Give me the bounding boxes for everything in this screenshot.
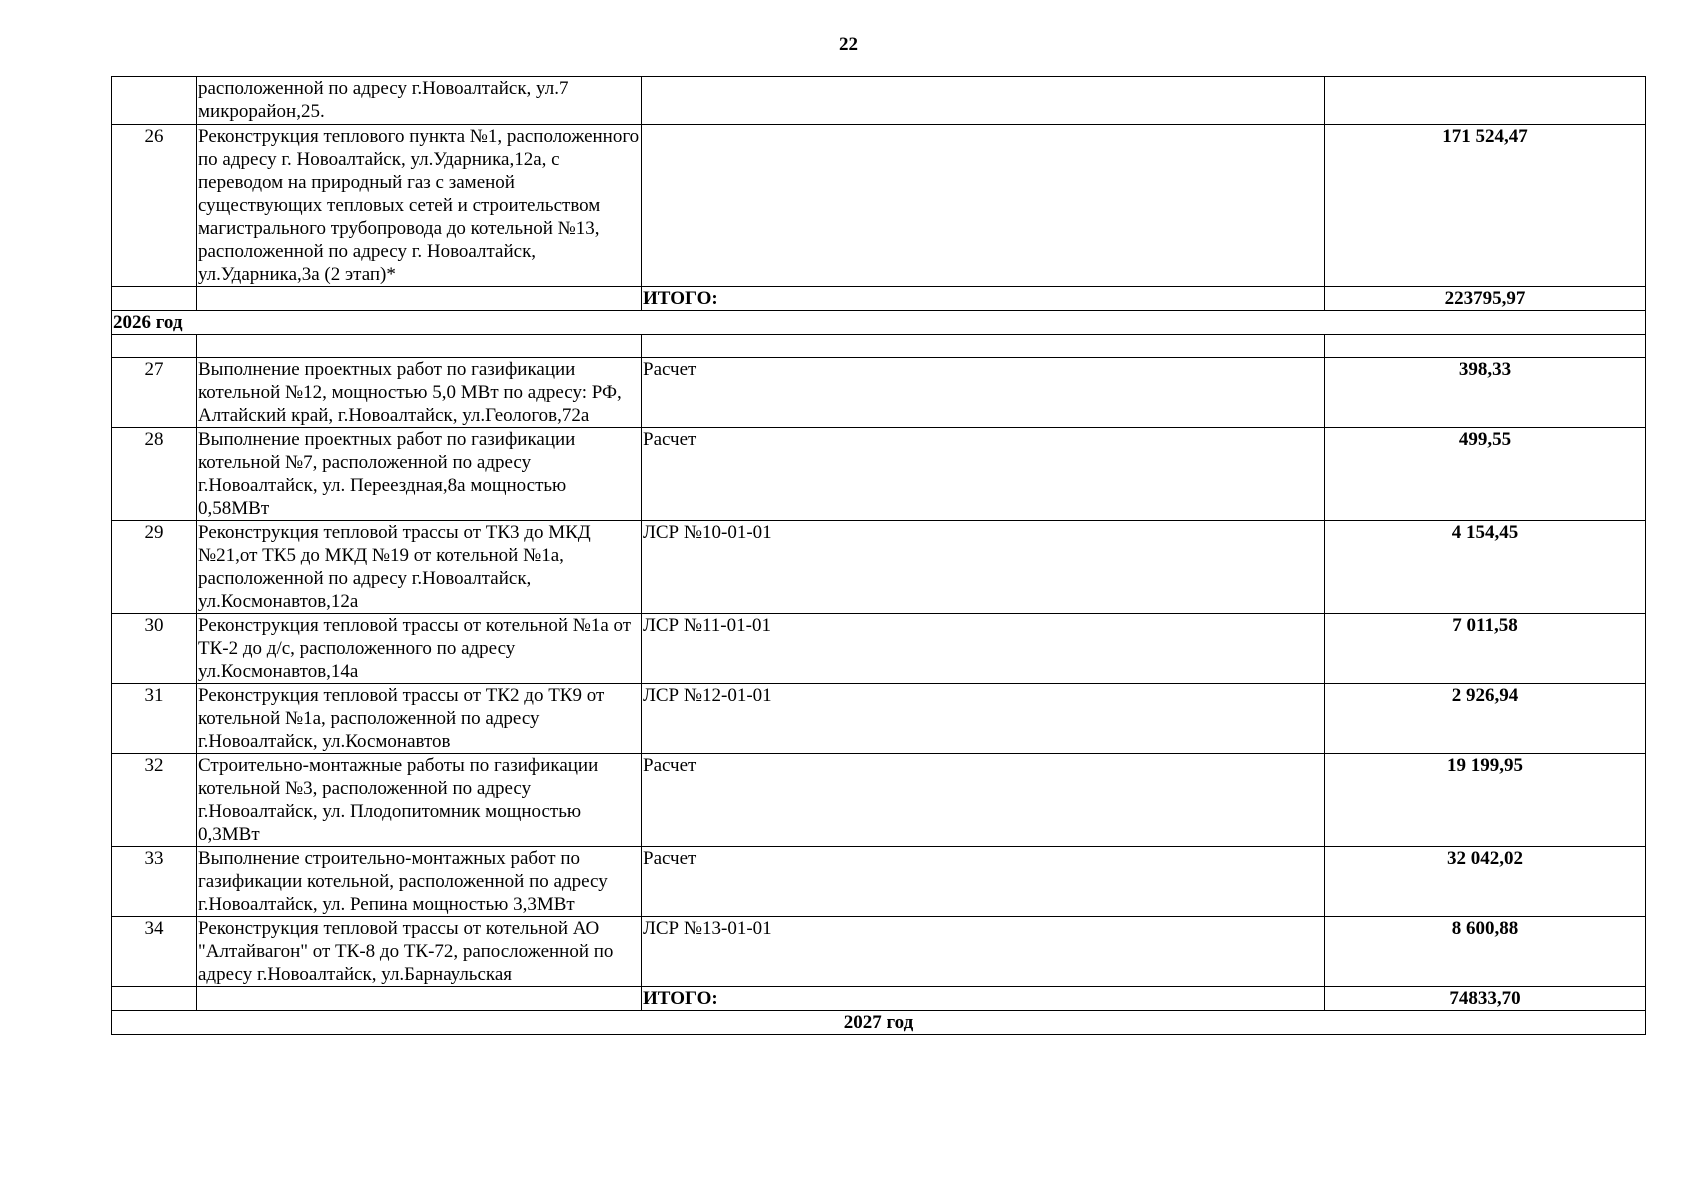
row-amount: 19 199,95: [1325, 754, 1646, 847]
row-basis: [642, 77, 1325, 125]
table-row: [112, 614, 1646, 684]
empty-cell: [197, 287, 642, 311]
row-name: Реконструкция тепловой трассы от ТК2 до ТК9 от котельной №1а, расположенной по адресу г.Новоалтайск, ул.Космонавтов: [197, 684, 642, 754]
page-number: 22: [839, 34, 858, 55]
row-basis: Расчет: [642, 847, 1325, 917]
total-row: [112, 987, 1646, 1011]
table-row: [112, 754, 1646, 847]
table-row: [112, 684, 1646, 754]
row-basis: ЛСР №12-01-01: [642, 684, 1325, 754]
total-amount: 74833,70: [1325, 987, 1646, 1011]
row-basis: Расчет: [642, 358, 1325, 428]
empty-cell: [112, 287, 197, 311]
table-row: [112, 125, 1646, 287]
row-number: 30: [112, 614, 197, 684]
total-label: ИТОГО:: [642, 987, 1325, 1011]
row-number: 31: [112, 684, 197, 754]
row-amount: 499,55: [1325, 428, 1646, 521]
row-basis: Расчет: [642, 428, 1325, 521]
empty-cell: [197, 335, 642, 358]
row-number: 33: [112, 847, 197, 917]
row-name: Выполнение строительно-монтажных работ по газификации котельной, расположенной по адресу г.Новоалтайск, ул. Репина мощностью 3,3МВт: [197, 847, 642, 917]
empty-cell: [112, 987, 197, 1011]
row-number: [112, 77, 197, 125]
row-amount: 398,33: [1325, 358, 1646, 428]
row-amount: 8 600,88: [1325, 917, 1646, 987]
year-label-2026: 2026 год: [112, 311, 1646, 335]
row-basis: [642, 125, 1325, 287]
row-basis: Расчет: [642, 754, 1325, 847]
table-row: [112, 847, 1646, 917]
row-amount: 7 011,58: [1325, 614, 1646, 684]
blank-row: [112, 335, 1646, 358]
table-row: [112, 521, 1646, 614]
row-number: 26: [112, 125, 197, 287]
row-number: 34: [112, 917, 197, 987]
row-basis: ЛСР №13-01-01: [642, 917, 1325, 987]
year-label-2027: 2027 год: [112, 1011, 1646, 1035]
empty-cell: [1325, 335, 1646, 358]
row-amount: 32 042,02: [1325, 847, 1646, 917]
row-number: 32: [112, 754, 197, 847]
row-name: Строительно-монтажные работы по газификации котельной №3, расположенной по адресу г.Новоалтайск, ул. Плодопитомник мощностью 0,3МВт: [197, 754, 642, 847]
table-row: [112, 358, 1646, 428]
year-row: [112, 311, 1646, 335]
row-number: 28: [112, 428, 197, 521]
row-amount: [1325, 77, 1646, 125]
total-amount: 223795,97: [1325, 287, 1646, 311]
total-label: ИТОГО:: [642, 287, 1325, 311]
table-row: [112, 917, 1646, 987]
empty-cell: [112, 335, 197, 358]
row-number: 27: [112, 358, 197, 428]
row-basis: ЛСР №10-01-01: [642, 521, 1325, 614]
row-name: Выполнение проектных работ по газификации котельной №12, мощностью 5,0 МВт по адресу: РФ, Алтайский край, г.Новоалтайск, ул.Геологов,72а: [197, 358, 642, 428]
row-number: 29: [112, 521, 197, 614]
row-name: Реконструкция тепловой трассы от котельной АО "Алтайвагон" от ТК-8 до ТК-72, рапосложенной по адресу г.Новоалтайск, ул.Барнаульская: [197, 917, 642, 987]
row-name: Реконструкция тепловой трассы от ТК3 до МКД №21,от ТК5 до МКД №19 от котельной №1а, расположенной по адресу г.Новоалтайск, ул.Космонавтов,12а: [197, 521, 642, 614]
investment-table: [111, 76, 1646, 1035]
total-row: [112, 287, 1646, 311]
row-name: Реконструкция тепловой трассы от котельной №1а от ТК-2 до д/с, расположенного по адресу ул.Космонавтов,14а: [197, 614, 642, 684]
row-name: Выполнение проектных работ по газификации котельной №7, расположенной по адресу г.Новоалтайск, ул. Переездная,8а мощностью 0,58МВт: [197, 428, 642, 521]
row-amount: 2 926,94: [1325, 684, 1646, 754]
year-row: [112, 1011, 1646, 1035]
row-amount: 4 154,45: [1325, 521, 1646, 614]
empty-cell: [197, 987, 642, 1011]
row-basis: ЛСР №11-01-01: [642, 614, 1325, 684]
table-row: [112, 428, 1646, 521]
table-row: [112, 77, 1646, 125]
empty-cell: [642, 335, 1325, 358]
row-name: расположенной по адресу г.Новоалтайск, ул.7 микрорайон,25.: [197, 77, 642, 125]
row-name: Реконструкция теплового пункта №1, расположенного по адресу г. Новоалтайск, ул.Ударника,12а, с переводом на природный газ с заменой существующих тепловых сетей и строительством магистрального трубопровода до котельной №13, расположенной по адресу г. Новоалтайск, ул.Ударника,3а (2 этап)*: [197, 125, 642, 287]
row-amount: 171 524,47: [1325, 125, 1646, 287]
